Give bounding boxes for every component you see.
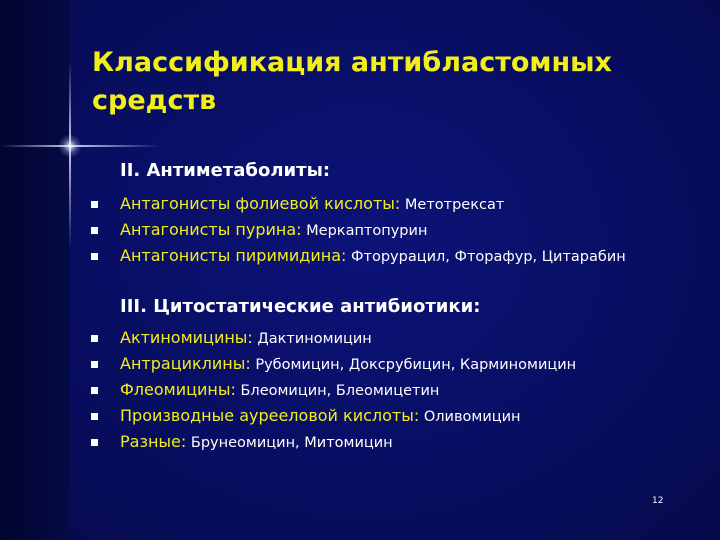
sparkle-star-icon: [58, 134, 82, 158]
square-bullet-icon: [91, 335, 98, 342]
square-bullet-icon: [91, 227, 98, 234]
item-value: Оливомицин: [419, 409, 521, 425]
square-bullet-icon: [91, 387, 98, 394]
page-number: 12: [652, 496, 664, 506]
list-item-text: [120, 246, 626, 265]
item-term: Актиномицины:: [120, 328, 253, 347]
list-item-text: [120, 328, 372, 347]
slide-left-panel: [0, 0, 70, 540]
item-term: Антрациклины:: [120, 354, 251, 373]
list-item-text: [120, 380, 439, 399]
item-value: Рубомицин, Доксрубицин, Карминомицин: [250, 357, 577, 373]
section-heading-cytostatic-antibiotics: III. Цитостатические антибиотики:: [120, 296, 481, 317]
square-bullet-icon: [91, 253, 98, 260]
list-item-text: [120, 194, 504, 213]
item-term: Антагонисты пурина:: [120, 220, 302, 239]
item-term: Антагонисты фолиевой кислоты:: [120, 194, 401, 213]
item-value: Меркаптопурин: [301, 223, 428, 239]
item-term: Производные аурееловой кислоты:: [120, 406, 420, 425]
item-value: Брунеомицин, Митомицин: [186, 435, 393, 451]
square-bullet-icon: [91, 361, 98, 368]
section-heading-antimetabolites: II. Антиметаболиты:: [120, 160, 331, 181]
item-term: Антагонисты пиримидина:: [120, 246, 347, 265]
square-bullet-icon: [91, 439, 98, 446]
list-item-text: [120, 220, 427, 239]
item-term: Флеомицины:: [120, 380, 236, 399]
list-item-text: [120, 406, 521, 425]
item-value: Дактиномицин: [252, 331, 372, 347]
square-bullet-icon: [91, 201, 98, 208]
list-item-text: [120, 354, 576, 373]
square-bullet-icon: [91, 413, 98, 420]
slide-title: Классификация антибластомных средств: [92, 47, 612, 116]
item-term: Разные:: [120, 432, 187, 451]
item-value: Фторурацил, Фторафур, Цитарабин: [346, 249, 626, 265]
item-value: Метотрексат: [400, 197, 505, 213]
list-item-text: [120, 432, 393, 451]
item-value: Блеомицин, Блеомицетин: [235, 383, 440, 399]
